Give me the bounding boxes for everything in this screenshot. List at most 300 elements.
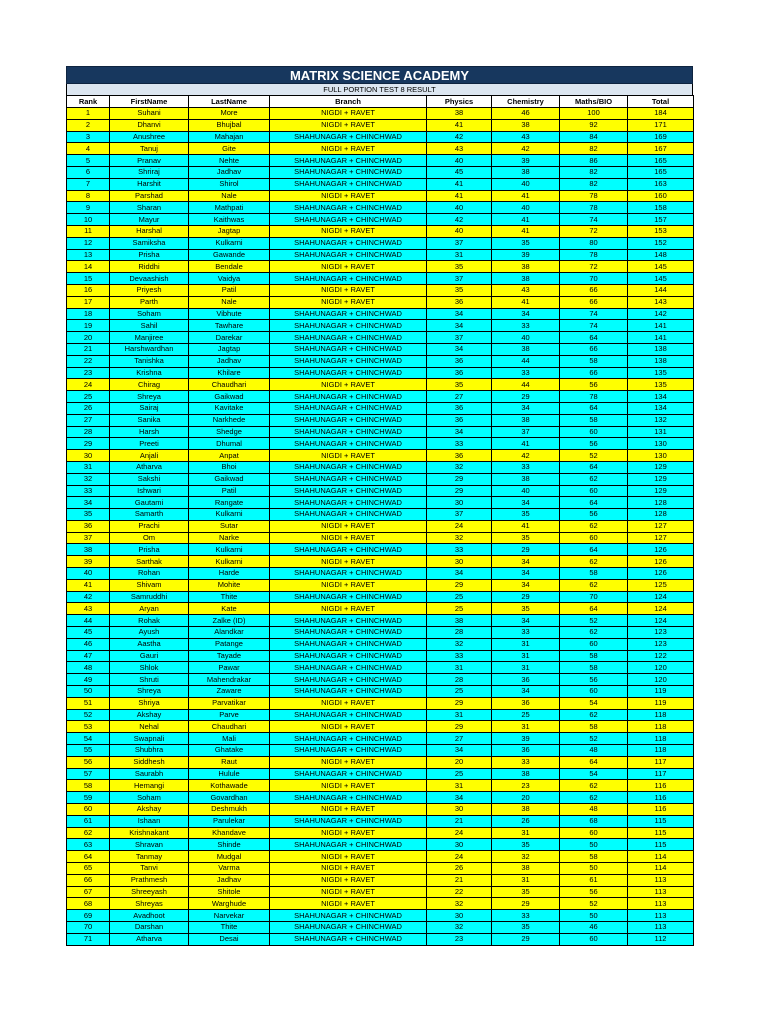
table-row xyxy=(67,827,694,839)
cell-lastname: Nale xyxy=(189,190,270,202)
cell-chemistry: 35 xyxy=(492,839,560,851)
cell-lastname: Tawhare xyxy=(189,320,270,332)
cell-total: 114 xyxy=(628,863,694,875)
cell-maths-bio: 50 xyxy=(560,839,628,851)
cell-lastname: Sutar xyxy=(189,520,270,532)
table-row xyxy=(67,155,694,167)
cell-branch: NIGDI + RAVET xyxy=(270,379,427,391)
result-table xyxy=(66,95,694,946)
table-row xyxy=(67,402,694,414)
cell-chemistry: 34 xyxy=(492,402,560,414)
cell-chemistry: 40 xyxy=(492,485,560,497)
cell-chemistry: 33 xyxy=(492,756,560,768)
cell-chemistry: 34 xyxy=(492,615,560,627)
table-row xyxy=(67,556,694,568)
cell-total: 135 xyxy=(628,379,694,391)
cell-physics: 30 xyxy=(427,556,492,568)
cell-total: 115 xyxy=(628,839,694,851)
cell-rank: 15 xyxy=(67,273,110,285)
cell-total: 131 xyxy=(628,426,694,438)
cell-maths-bio: 56 xyxy=(560,438,628,450)
cell-lastname: Thite xyxy=(189,591,270,603)
cell-branch: NIGDI + RAVET xyxy=(270,284,427,296)
table-row xyxy=(67,603,694,615)
table-row xyxy=(67,780,694,792)
cell-rank: 37 xyxy=(67,532,110,544)
cell-firstname: Soham xyxy=(110,792,189,804)
cell-rank: 32 xyxy=(67,473,110,485)
cell-chemistry: 44 xyxy=(492,379,560,391)
cell-physics: 26 xyxy=(427,863,492,875)
table-row xyxy=(67,178,694,190)
cell-maths-bio: 86 xyxy=(560,155,628,167)
cell-firstname: Prisha xyxy=(110,544,189,556)
result-rows xyxy=(67,108,694,946)
cell-total: 123 xyxy=(628,627,694,639)
cell-physics: 24 xyxy=(427,851,492,863)
cell-maths-bio: 58 xyxy=(560,851,628,863)
cell-rank: 66 xyxy=(67,874,110,886)
cell-maths-bio: 66 xyxy=(560,296,628,308)
cell-firstname: Soham xyxy=(110,308,189,320)
cell-firstname: Shreya xyxy=(110,686,189,698)
cell-branch: SHAHUNAGAR + CHINCHWAD xyxy=(270,686,427,698)
cell-chemistry: 38 xyxy=(492,414,560,426)
cell-branch: NIGDI + RAVET xyxy=(270,225,427,237)
cell-lastname: Shitole xyxy=(189,886,270,898)
cell-lastname: Kulkarni xyxy=(189,544,270,556)
cell-chemistry: 31 xyxy=(492,874,560,886)
cell-branch: SHAHUNAGAR + CHINCHWAD xyxy=(270,733,427,745)
cell-firstname: Prisha xyxy=(110,249,189,261)
cell-firstname: Ishwari xyxy=(110,485,189,497)
cell-firstname: Tanishka xyxy=(110,355,189,367)
cell-physics: 37 xyxy=(427,509,492,521)
table-row xyxy=(67,225,694,237)
cell-maths-bio: 82 xyxy=(560,178,628,190)
table-row xyxy=(67,874,694,886)
cell-chemistry: 44 xyxy=(492,355,560,367)
cell-branch: SHAHUNAGAR + CHINCHWAD xyxy=(270,544,427,556)
cell-chemistry: 38 xyxy=(492,473,560,485)
cell-firstname: Shreya xyxy=(110,391,189,403)
cell-branch: NIGDI + RAVET xyxy=(270,532,427,544)
cell-chemistry: 26 xyxy=(492,815,560,827)
table-row xyxy=(67,190,694,202)
cell-maths-bio: 64 xyxy=(560,402,628,414)
cell-maths-bio: 100 xyxy=(560,108,628,120)
cell-branch: SHAHUNAGAR + CHINCHWAD xyxy=(270,485,427,497)
cell-total: 126 xyxy=(628,568,694,580)
cell-maths-bio: 58 xyxy=(560,662,628,674)
cell-lastname: Mahajan xyxy=(189,131,270,143)
table-row xyxy=(67,261,694,273)
academy-title: MATRIX SCIENCE ACADEMY xyxy=(66,66,693,84)
cell-firstname: Rohan xyxy=(110,568,189,580)
cell-chemistry: 35 xyxy=(492,237,560,249)
cell-lastname: Shinde xyxy=(189,839,270,851)
cell-chemistry: 29 xyxy=(492,544,560,556)
cell-physics: 40 xyxy=(427,225,492,237)
cell-total: 117 xyxy=(628,768,694,780)
result-sheet xyxy=(66,66,693,946)
cell-physics: 25 xyxy=(427,603,492,615)
cell-physics: 33 xyxy=(427,650,492,662)
cell-chemistry: 34 xyxy=(492,556,560,568)
cell-firstname: Sanika xyxy=(110,414,189,426)
header-physics: Physics xyxy=(427,96,492,108)
cell-rank: 52 xyxy=(67,709,110,721)
cell-rank: 63 xyxy=(67,839,110,851)
table-row xyxy=(67,131,694,143)
cell-rank: 53 xyxy=(67,721,110,733)
cell-chemistry: 31 xyxy=(492,638,560,650)
cell-maths-bio: 62 xyxy=(560,792,628,804)
cell-total: 112 xyxy=(628,933,694,945)
cell-physics: 35 xyxy=(427,284,492,296)
cell-rank: 30 xyxy=(67,450,110,462)
cell-chemistry: 34 xyxy=(492,686,560,698)
cell-total: 169 xyxy=(628,131,694,143)
cell-total: 113 xyxy=(628,921,694,933)
cell-maths-bio: 78 xyxy=(560,190,628,202)
cell-chemistry: 35 xyxy=(492,603,560,615)
table-row xyxy=(67,485,694,497)
table-row xyxy=(67,273,694,285)
cell-firstname: Priyesh xyxy=(110,284,189,296)
table-row xyxy=(67,568,694,580)
cell-lastname: Mali xyxy=(189,733,270,745)
cell-branch: SHAHUNAGAR + CHINCHWAD xyxy=(270,214,427,226)
table-row xyxy=(67,733,694,745)
cell-physics: 21 xyxy=(427,874,492,886)
cell-maths-bio: 62 xyxy=(560,780,628,792)
cell-lastname: Gaikwad xyxy=(189,391,270,403)
cell-rank: 33 xyxy=(67,485,110,497)
cell-total: 144 xyxy=(628,284,694,296)
cell-branch: SHAHUNAGAR + CHINCHWAD xyxy=(270,921,427,933)
cell-total: 157 xyxy=(628,214,694,226)
table-row xyxy=(67,674,694,686)
cell-total: 148 xyxy=(628,249,694,261)
cell-maths-bio: 60 xyxy=(560,933,628,945)
cell-total: 167 xyxy=(628,143,694,155)
cell-chemistry: 34 xyxy=(492,568,560,580)
cell-total: 113 xyxy=(628,898,694,910)
cell-physics: 34 xyxy=(427,426,492,438)
cell-lastname: Kaithwas xyxy=(189,214,270,226)
cell-firstname: Atharva xyxy=(110,461,189,473)
cell-firstname: Gauri xyxy=(110,650,189,662)
cell-maths-bio: 70 xyxy=(560,591,628,603)
cell-lastname: Jadhav xyxy=(189,874,270,886)
table-row xyxy=(67,426,694,438)
cell-physics: 37 xyxy=(427,273,492,285)
cell-physics: 29 xyxy=(427,721,492,733)
cell-total: 134 xyxy=(628,391,694,403)
cell-physics: 31 xyxy=(427,780,492,792)
cell-physics: 33 xyxy=(427,544,492,556)
cell-chemistry: 31 xyxy=(492,721,560,733)
table-row xyxy=(67,638,694,650)
cell-rank: 27 xyxy=(67,414,110,426)
cell-lastname: Kate xyxy=(189,603,270,615)
cell-rank: 42 xyxy=(67,591,110,603)
cell-physics: 38 xyxy=(427,615,492,627)
table-row xyxy=(67,662,694,674)
cell-branch: SHAHUNAGAR + CHINCHWAD xyxy=(270,792,427,804)
cell-branch: NIGDI + RAVET xyxy=(270,697,427,709)
cell-firstname: Anushree xyxy=(110,131,189,143)
cell-lastname: Gawande xyxy=(189,249,270,261)
cell-maths-bio: 56 xyxy=(560,379,628,391)
table-row xyxy=(67,745,694,757)
cell-physics: 37 xyxy=(427,237,492,249)
cell-chemistry: 38 xyxy=(492,768,560,780)
cell-branch: NIGDI + RAVET xyxy=(270,603,427,615)
cell-chemistry: 39 xyxy=(492,733,560,745)
cell-firstname: Shriya xyxy=(110,697,189,709)
cell-physics: 37 xyxy=(427,332,492,344)
cell-physics: 41 xyxy=(427,190,492,202)
cell-maths-bio: 78 xyxy=(560,202,628,214)
cell-chemistry: 33 xyxy=(492,461,560,473)
cell-firstname: Prachi xyxy=(110,520,189,532)
cell-physics: 34 xyxy=(427,568,492,580)
cell-maths-bio: 74 xyxy=(560,214,628,226)
cell-total: 134 xyxy=(628,402,694,414)
cell-physics: 29 xyxy=(427,473,492,485)
cell-chemistry: 40 xyxy=(492,178,560,190)
cell-chemistry: 38 xyxy=(492,119,560,131)
cell-rank: 40 xyxy=(67,568,110,580)
cell-lastname: Parvatikar xyxy=(189,697,270,709)
cell-branch: NIGDI + RAVET xyxy=(270,108,427,120)
cell-branch: SHAHUNAGAR + CHINCHWAD xyxy=(270,332,427,344)
cell-physics: 31 xyxy=(427,249,492,261)
cell-chemistry: 42 xyxy=(492,450,560,462)
cell-branch: SHAHUNAGAR + CHINCHWAD xyxy=(270,426,427,438)
cell-firstname: Gautami xyxy=(110,497,189,509)
cell-lastname: Narkhede xyxy=(189,414,270,426)
cell-firstname: Ayush xyxy=(110,627,189,639)
cell-total: 126 xyxy=(628,544,694,556)
cell-lastname: Chaudhari xyxy=(189,379,270,391)
cell-total: 153 xyxy=(628,225,694,237)
cell-branch: SHAHUNAGAR + CHINCHWAD xyxy=(270,237,427,249)
cell-firstname: Harsh xyxy=(110,426,189,438)
header-firstname: FirstName xyxy=(110,96,189,108)
cell-firstname: Nehal xyxy=(110,721,189,733)
cell-chemistry: 39 xyxy=(492,155,560,167)
cell-total: 123 xyxy=(628,638,694,650)
cell-chemistry: 33 xyxy=(492,320,560,332)
cell-physics: 30 xyxy=(427,910,492,922)
cell-firstname: Darshan xyxy=(110,921,189,933)
table-row xyxy=(67,108,694,120)
cell-firstname: Harshwardhan xyxy=(110,343,189,355)
cell-firstname: Siddhesh xyxy=(110,756,189,768)
cell-rank: 5 xyxy=(67,155,110,167)
cell-total: 165 xyxy=(628,166,694,178)
cell-chemistry: 41 xyxy=(492,225,560,237)
cell-rank: 11 xyxy=(67,225,110,237)
cell-total: 124 xyxy=(628,591,694,603)
cell-lastname: More xyxy=(189,108,270,120)
cell-rank: 19 xyxy=(67,320,110,332)
cell-rank: 45 xyxy=(67,627,110,639)
cell-branch: SHAHUNAGAR + CHINCHWAD xyxy=(270,308,427,320)
cell-firstname: Shruti xyxy=(110,674,189,686)
cell-total: 145 xyxy=(628,261,694,273)
cell-maths-bio: 52 xyxy=(560,450,628,462)
cell-firstname: Chirag xyxy=(110,379,189,391)
cell-firstname: Shreeyash xyxy=(110,886,189,898)
cell-rank: 25 xyxy=(67,391,110,403)
cell-firstname: Hemangi xyxy=(110,780,189,792)
cell-rank: 29 xyxy=(67,438,110,450)
cell-lastname: Kulkarni xyxy=(189,509,270,521)
table-row xyxy=(67,591,694,603)
cell-maths-bio: 52 xyxy=(560,615,628,627)
cell-maths-bio: 74 xyxy=(560,308,628,320)
cell-maths-bio: 60 xyxy=(560,426,628,438)
cell-firstname: Samarth xyxy=(110,509,189,521)
cell-total: 113 xyxy=(628,874,694,886)
cell-rank: 31 xyxy=(67,461,110,473)
cell-branch: NIGDI + RAVET xyxy=(270,556,427,568)
cell-rank: 65 xyxy=(67,863,110,875)
cell-branch: SHAHUNAGAR + CHINCHWAD xyxy=(270,709,427,721)
table-row xyxy=(67,815,694,827)
cell-total: 116 xyxy=(628,780,694,792)
header-total: Total xyxy=(628,96,694,108)
cell-total: 116 xyxy=(628,792,694,804)
cell-total: 126 xyxy=(628,556,694,568)
cell-branch: NIGDI + RAVET xyxy=(270,780,427,792)
cell-maths-bio: 64 xyxy=(560,544,628,556)
table-row xyxy=(67,910,694,922)
cell-physics: 27 xyxy=(427,733,492,745)
cell-rank: 1 xyxy=(67,108,110,120)
cell-firstname: Akshay xyxy=(110,709,189,721)
cell-physics: 24 xyxy=(427,520,492,532)
cell-firstname: Samiksha xyxy=(110,237,189,249)
cell-firstname: Harshit xyxy=(110,178,189,190)
cell-total: 119 xyxy=(628,686,694,698)
cell-lastname: Bhoi xyxy=(189,461,270,473)
cell-rank: 3 xyxy=(67,131,110,143)
cell-rank: 44 xyxy=(67,615,110,627)
cell-branch: SHAHUNAGAR + CHINCHWAD xyxy=(270,320,427,332)
cell-physics: 32 xyxy=(427,532,492,544)
cell-maths-bio: 66 xyxy=(560,343,628,355)
cell-physics: 29 xyxy=(427,697,492,709)
cell-firstname: Aastha xyxy=(110,638,189,650)
cell-rank: 28 xyxy=(67,426,110,438)
cell-physics: 42 xyxy=(427,131,492,143)
cell-lastname: Kulkarni xyxy=(189,237,270,249)
cell-lastname: Nehte xyxy=(189,155,270,167)
cell-rank: 43 xyxy=(67,603,110,615)
cell-physics: 24 xyxy=(427,827,492,839)
cell-total: 129 xyxy=(628,485,694,497)
cell-rank: 18 xyxy=(67,308,110,320)
cell-maths-bio: 60 xyxy=(560,485,628,497)
cell-lastname: Vibhute xyxy=(189,308,270,320)
table-row xyxy=(67,119,694,131)
cell-branch: SHAHUNAGAR + CHINCHWAD xyxy=(270,166,427,178)
cell-chemistry: 46 xyxy=(492,108,560,120)
cell-maths-bio: 62 xyxy=(560,627,628,639)
cell-rank: 57 xyxy=(67,768,110,780)
cell-maths-bio: 64 xyxy=(560,332,628,344)
cell-physics: 34 xyxy=(427,308,492,320)
cell-branch: NIGDI + RAVET xyxy=(270,296,427,308)
cell-branch: SHAHUNAGAR + CHINCHWAD xyxy=(270,839,427,851)
cell-physics: 29 xyxy=(427,485,492,497)
cell-firstname: Shivam xyxy=(110,579,189,591)
cell-rank: 22 xyxy=(67,355,110,367)
cell-rank: 17 xyxy=(67,296,110,308)
cell-physics: 34 xyxy=(427,343,492,355)
cell-branch: NIGDI + RAVET xyxy=(270,886,427,898)
cell-maths-bio: 50 xyxy=(560,863,628,875)
cell-rank: 16 xyxy=(67,284,110,296)
cell-lastname: Mohite xyxy=(189,579,270,591)
cell-firstname: Om xyxy=(110,532,189,544)
cell-chemistry: 39 xyxy=(492,249,560,261)
cell-lastname: Govardhan xyxy=(189,792,270,804)
cell-physics: 25 xyxy=(427,686,492,698)
cell-rank: 68 xyxy=(67,898,110,910)
cell-total: 124 xyxy=(628,615,694,627)
table-row xyxy=(67,296,694,308)
cell-branch: SHAHUNAGAR + CHINCHWAD xyxy=(270,662,427,674)
cell-physics: 43 xyxy=(427,143,492,155)
cell-branch: NIGDI + RAVET xyxy=(270,261,427,273)
cell-rank: 69 xyxy=(67,910,110,922)
cell-lastname: Mahendrakar xyxy=(189,674,270,686)
cell-firstname: Avadhoot xyxy=(110,910,189,922)
cell-maths-bio: 54 xyxy=(560,768,628,780)
table-row xyxy=(67,438,694,450)
cell-lastname: Jadhav xyxy=(189,355,270,367)
cell-chemistry: 42 xyxy=(492,143,560,155)
cell-physics: 32 xyxy=(427,921,492,933)
cell-total: 128 xyxy=(628,497,694,509)
cell-firstname: Devaashish xyxy=(110,273,189,285)
cell-firstname: Anjali xyxy=(110,450,189,462)
cell-total: 128 xyxy=(628,509,694,521)
cell-physics: 21 xyxy=(427,815,492,827)
cell-total: 138 xyxy=(628,343,694,355)
cell-firstname: Prathmesh xyxy=(110,874,189,886)
header-row xyxy=(67,96,694,108)
cell-total: 130 xyxy=(628,438,694,450)
cell-branch: NIGDI + RAVET xyxy=(270,721,427,733)
cell-branch: NIGDI + RAVET xyxy=(270,143,427,155)
cell-lastname: Alandkar xyxy=(189,627,270,639)
cell-firstname: Ishaan xyxy=(110,815,189,827)
cell-rank: 49 xyxy=(67,674,110,686)
cell-lastname: Ghatake xyxy=(189,745,270,757)
cell-maths-bio: 62 xyxy=(560,579,628,591)
cell-total: 143 xyxy=(628,296,694,308)
cell-firstname: Manjiree xyxy=(110,332,189,344)
cell-lastname: Parve xyxy=(189,709,270,721)
cell-rank: 55 xyxy=(67,745,110,757)
